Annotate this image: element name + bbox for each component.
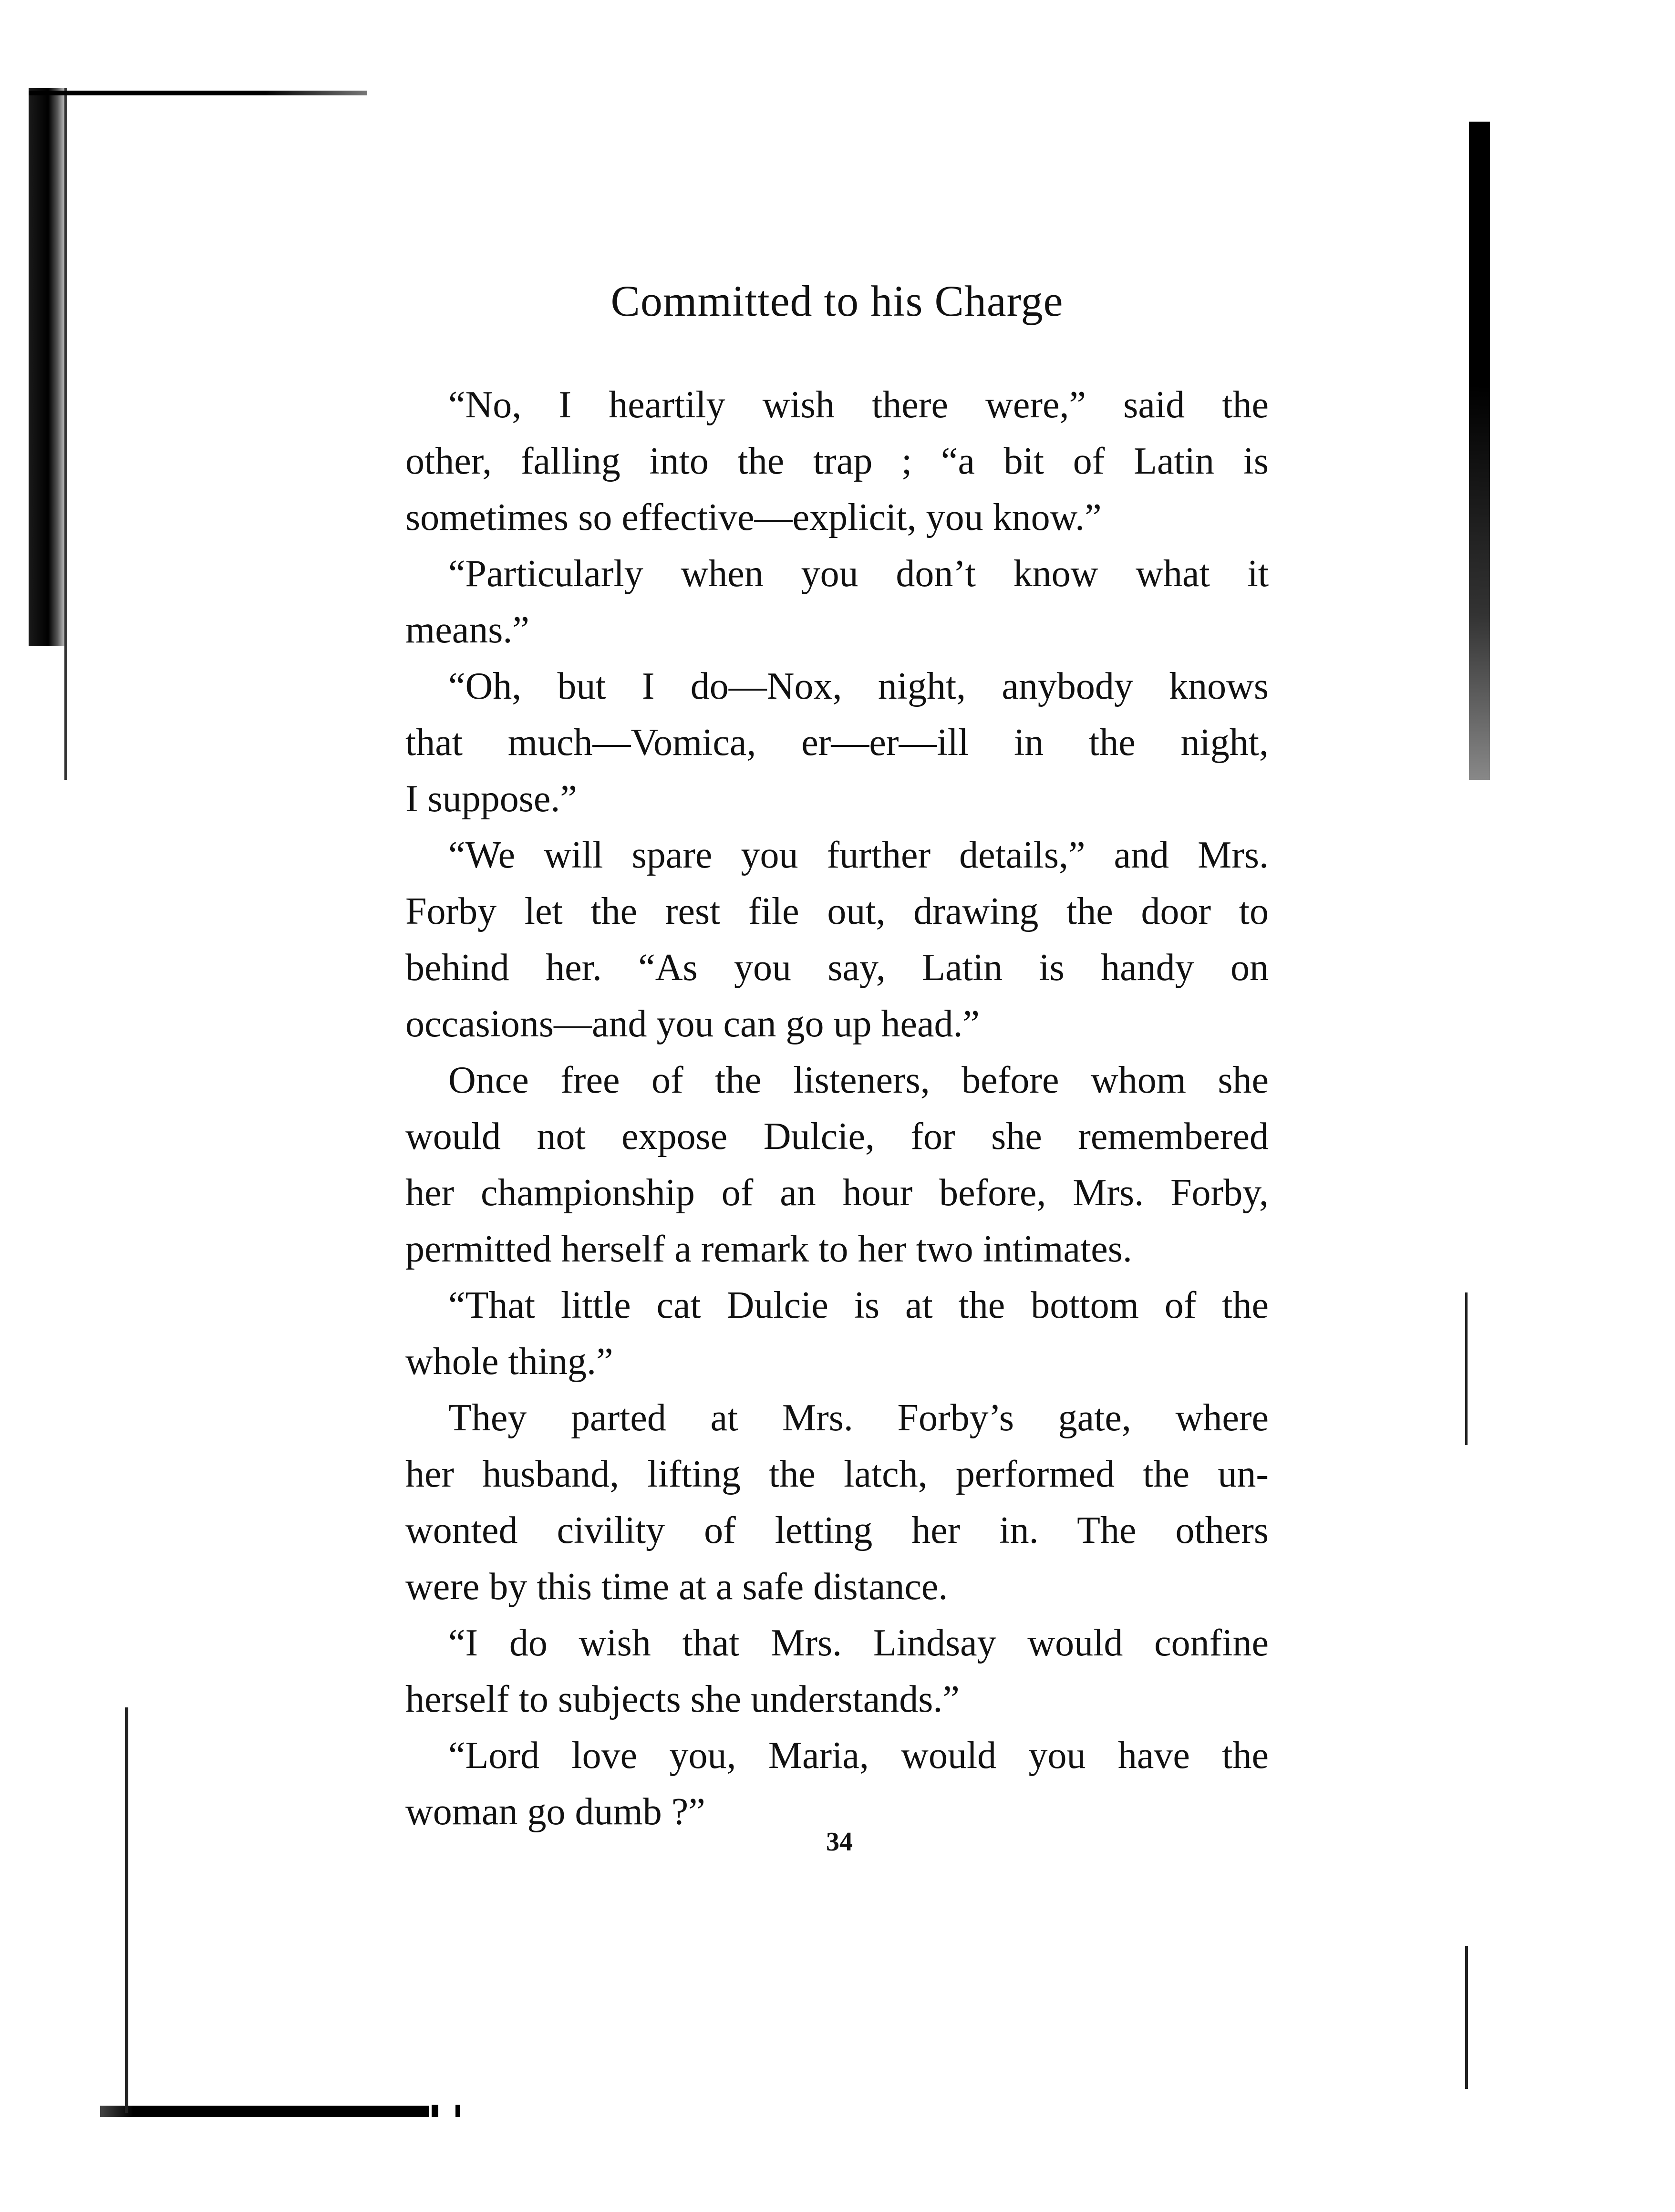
text-line: would not expose Dulcie, for she remembered xyxy=(405,1116,1269,1158)
text-line: Once free of the listeners, before whom she xyxy=(448,1059,1269,1101)
text-line: permitted herself a remark to her two intimates. xyxy=(405,1228,1132,1270)
text-line: herself to subjects she understands.” xyxy=(405,1678,960,1720)
scan-border-bottom xyxy=(100,2106,429,2117)
running-head: Committed to his Charge xyxy=(610,277,1064,325)
text-line: They parted at Mrs. Forby’s gate, where xyxy=(448,1397,1269,1439)
scan-border-left-edge xyxy=(64,88,67,780)
text-line: her championship of an hour before, Mrs. Forby, xyxy=(405,1172,1269,1214)
text-line: “Lord love you, Maria, would you have the xyxy=(448,1735,1269,1777)
scan-border-right xyxy=(1469,122,1490,780)
text-line: her husband, lifting the latch, performed the un- xyxy=(405,1453,1269,1495)
text-line: sometimes so effective—explicit, you know.” xyxy=(405,496,1102,538)
text-line: Forby let the rest file out, drawing the door to xyxy=(405,890,1269,932)
scan-mark xyxy=(432,2105,438,2117)
text-line: were by this time at a safe distance. xyxy=(405,1566,948,1608)
text-line: “Particularly when you don’t know what it xyxy=(448,553,1269,595)
text-line: “I do wish that Mrs. Lindsay would confine xyxy=(448,1622,1269,1664)
text-line: “We will spare you further details,” and Mrs. xyxy=(448,834,1269,876)
scan-mark xyxy=(455,2105,460,2117)
text-line: other, falling into the trap ; “a bit of Latin is xyxy=(405,440,1269,482)
text-line: “Oh, but I do—Nox, night, anybody knows xyxy=(448,665,1269,707)
scan-border-top xyxy=(29,91,367,95)
text-line: I suppose.” xyxy=(405,778,577,820)
text-line: whole thing.” xyxy=(405,1341,613,1383)
text-line: occasions—and you can go up head.” xyxy=(405,1003,980,1045)
text-line: “That little cat Dulcie is at the bottom of the xyxy=(448,1284,1269,1326)
text-line: “No, I heartily wish there were,” said the xyxy=(448,384,1269,426)
text-line: that much—Vomica, er—er—ill in the night, xyxy=(405,722,1269,764)
scan-border-right-lower xyxy=(1465,1946,1468,2089)
text-line: behind her. “As you say, Latin is handy on xyxy=(405,947,1269,989)
scan-border-right-lower xyxy=(1465,1292,1468,1445)
text-line: wonted civility of letting her in. The others xyxy=(405,1509,1269,1551)
text-line: means.” xyxy=(405,609,529,651)
page-number: 34 xyxy=(826,1827,853,1857)
scan-border-left-lower xyxy=(125,1707,128,2113)
text-line: woman go dumb ?” xyxy=(405,1791,705,1833)
scan-border-left xyxy=(29,88,64,646)
